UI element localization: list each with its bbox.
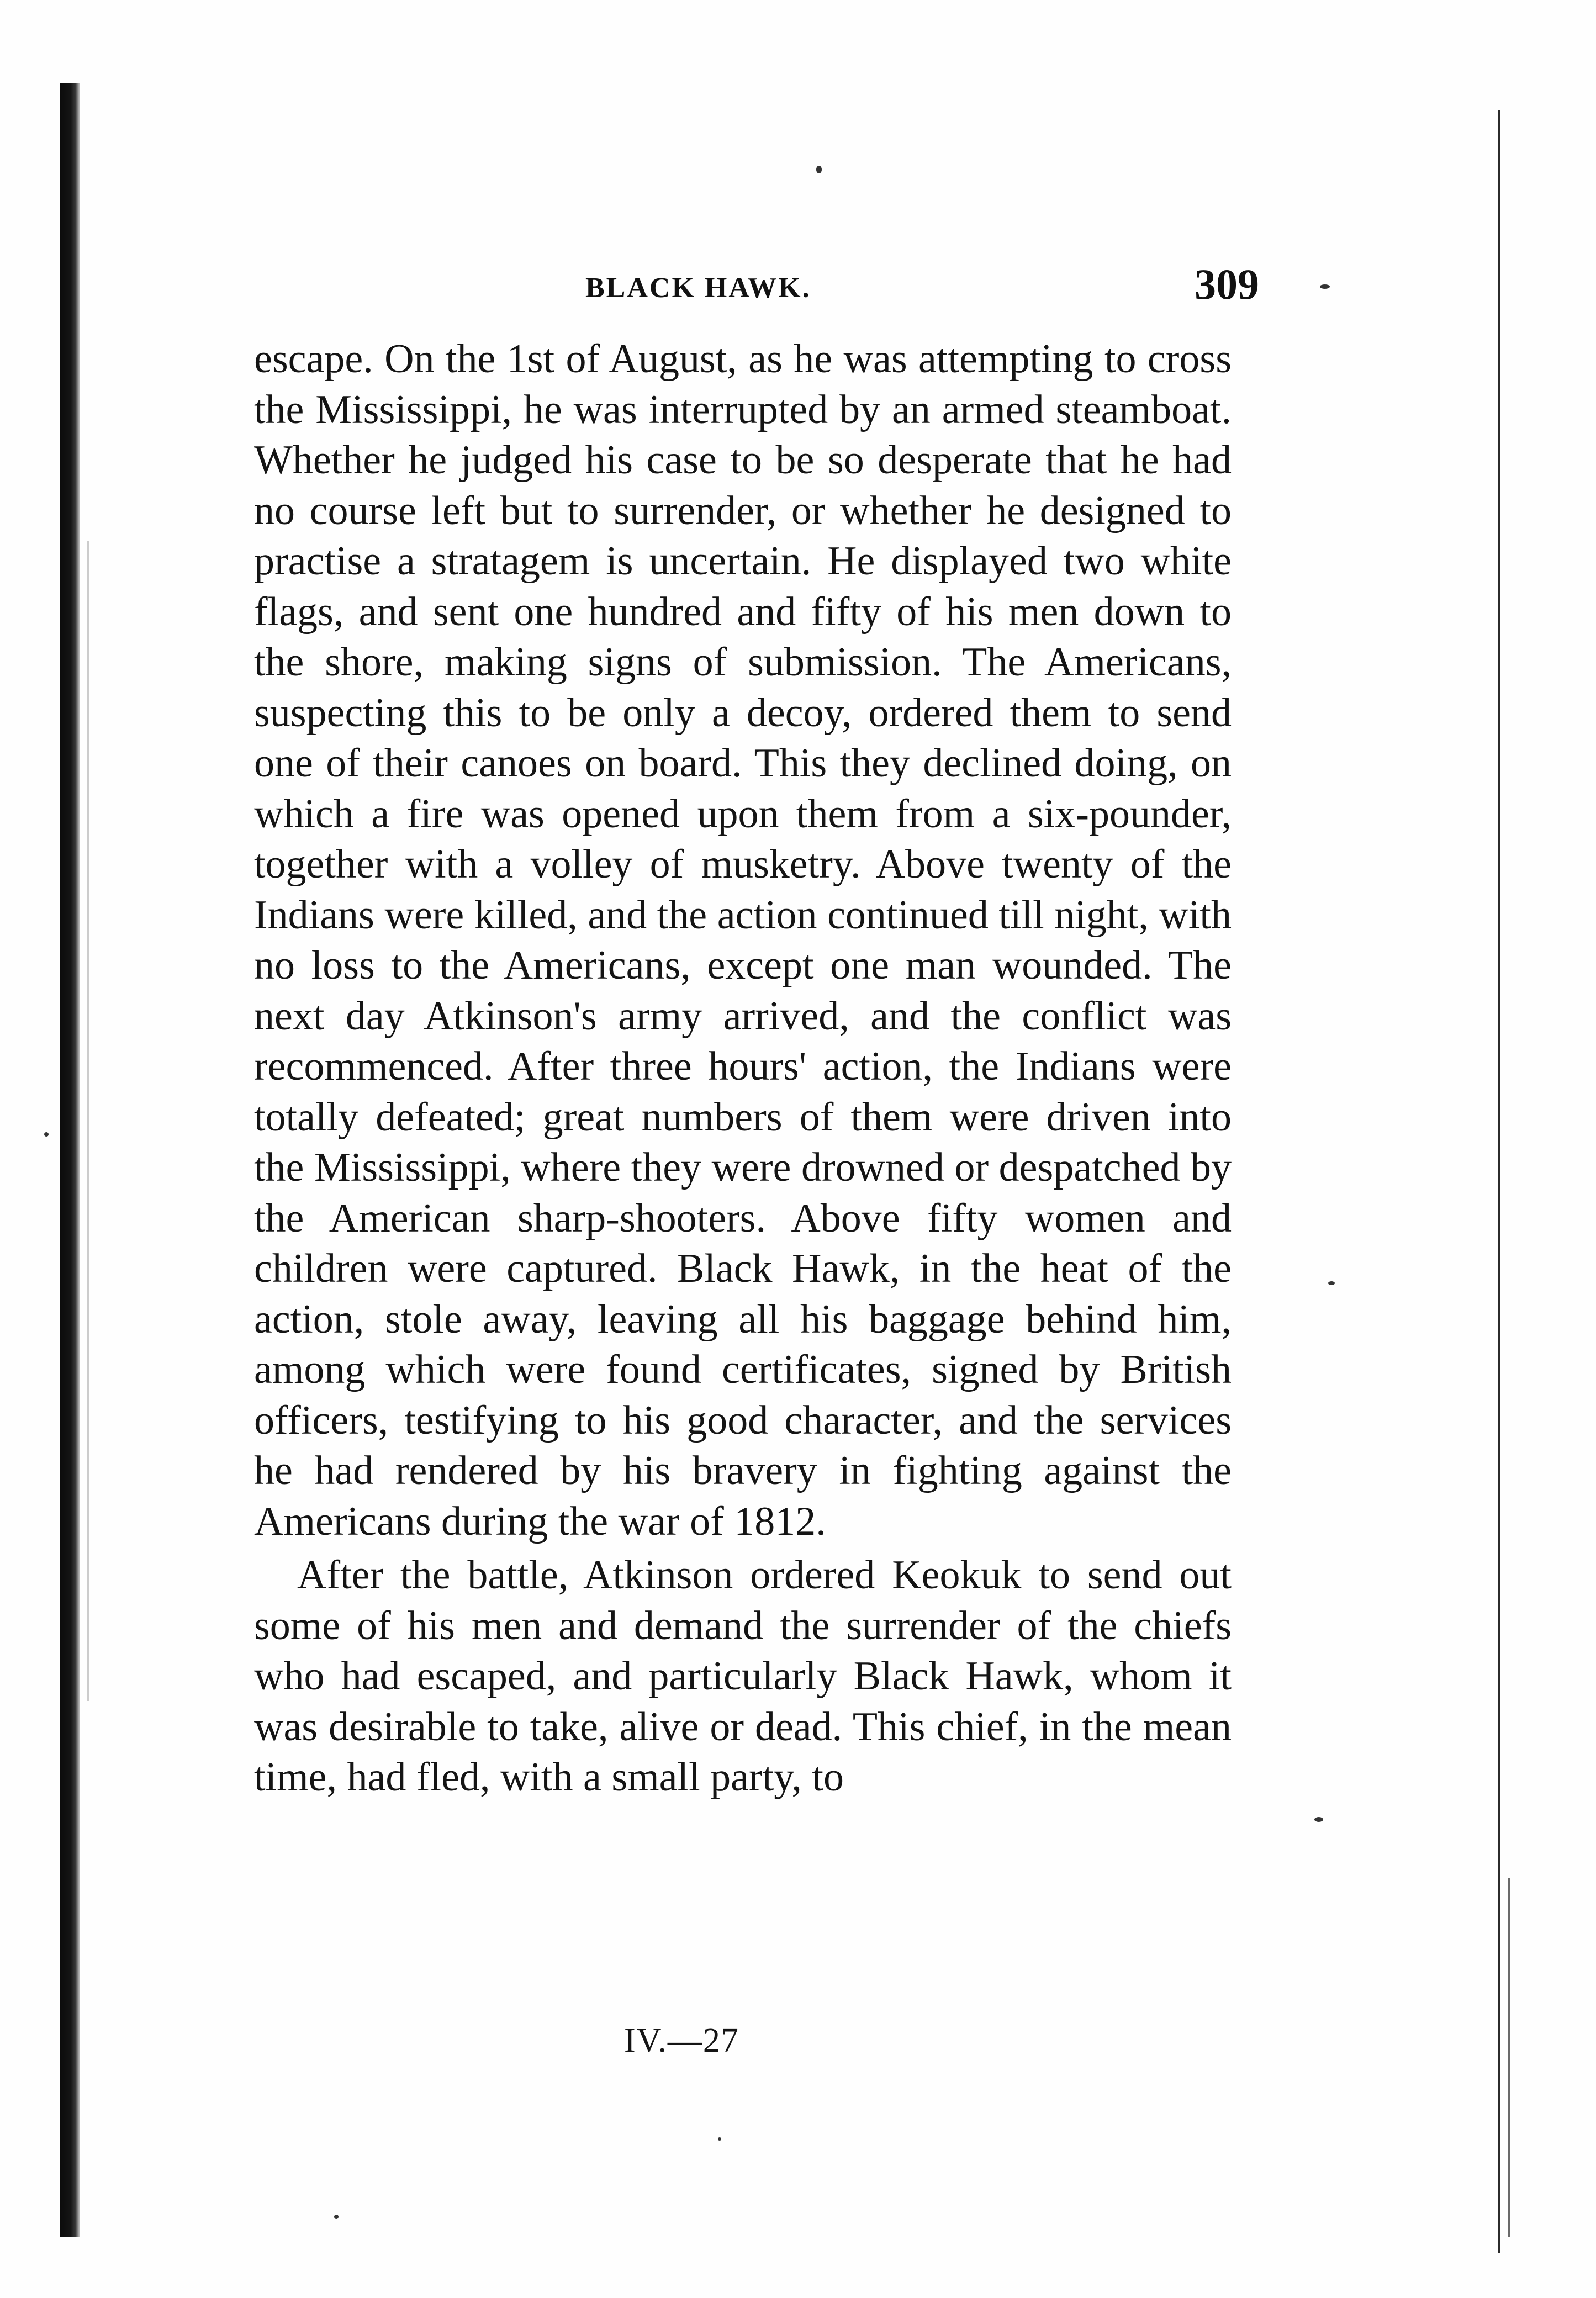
ink-speck (1314, 1817, 1323, 1822)
running-title: BLACK HAWK. (585, 272, 811, 304)
ink-speck (816, 166, 822, 173)
page-header (254, 260, 1281, 320)
ink-speck (1320, 284, 1330, 289)
ink-speck (334, 2215, 339, 2219)
page-number: 309 (1195, 260, 1259, 308)
paragraph: After the battle, Atkinson ordered Keokuk to send out some of his men and demand the surrender of the chiefs who had escaped, and particularly Black Hawk, whom it was desirable to take, alive or dead. This chief, in the mean time, had fled, with a small party, to (254, 1552, 1232, 1800)
page-gutter-shadow (60, 83, 80, 2237)
body-text (254, 334, 1232, 1803)
page-right-edge (1498, 110, 1500, 2253)
page-right-edge-fold (1508, 1878, 1510, 2237)
ink-speck (44, 1132, 49, 1137)
signature-mark: IV.—27 (624, 2022, 739, 2059)
ink-speck (718, 2137, 721, 2141)
ink-speck (1328, 1281, 1335, 1285)
page-gutter-line (87, 541, 89, 1701)
paragraph: escape. On the 1st of August, as he was attempting to cross the Mississippi, he was interrupted by an armed steamboat. Whether he judged his case to be so desperate that he had no course left but to surrender, or whether he designed to practise a stratagem is uncertain. He displayed two white flags, and sent one hundred and fifty of his men down to the shore, making signs of submission. The Americans, suspecting this to be only a decoy, ordered them to send one of their canoes on board. This they declined doing, on which a fire was opened upon them from a six-pounder, together with a volley of musketry. Above twenty of the Indians were killed, and the action continued till night, with no loss to the Americans, except one man wounded. The next day Atkinson's army arrived, and the conflict was recommenced. After three hours' action, the Indians were totally defeated; great numbers of them were driven into the Mississippi, where they were drowned or despatched by the American sharp-shooters. Above fifty women and children were captured. Black Hawk, in the heat of the action, stole away, leaving all his baggage behind him, among which were found certificates, signed by British officers, testifying to his good character, and the services he had rendered by his bravery in fighting against the Americans during the war of 1812. (254, 336, 1232, 1544)
